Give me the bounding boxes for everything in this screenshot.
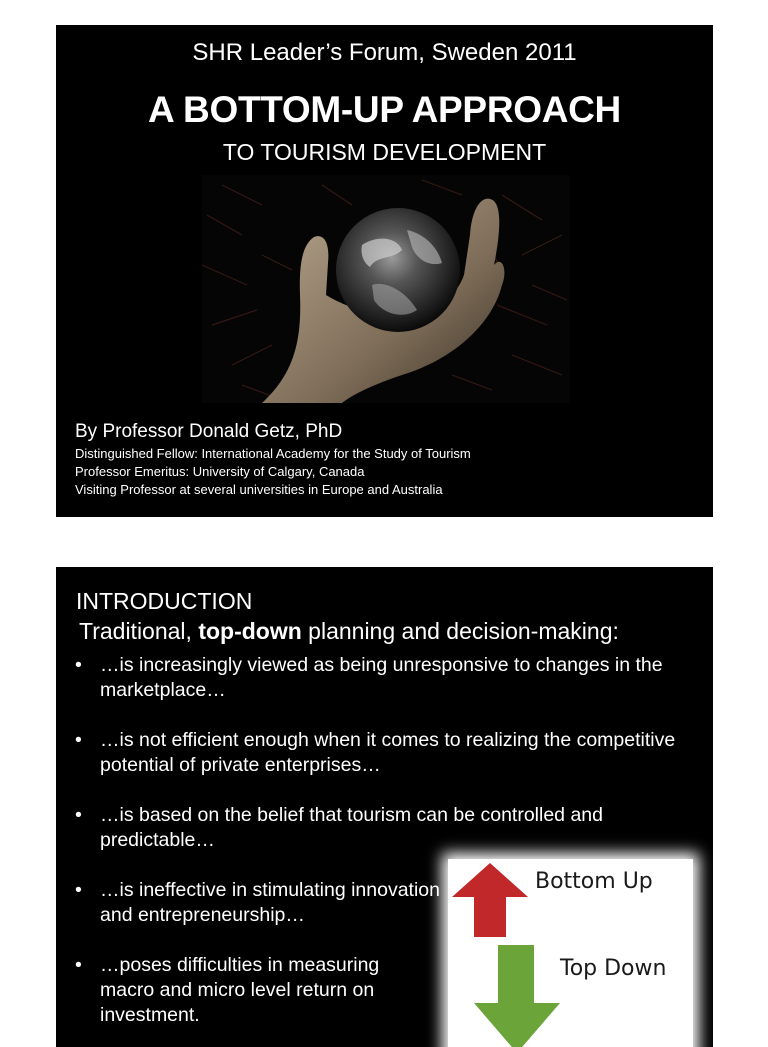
top-down-label: Top Down (560, 956, 667, 981)
author-byline: By Professor Donald Getz, PhD (75, 421, 343, 442)
intro-pre: Traditional, (79, 618, 199, 644)
intro-statement (79, 618, 619, 645)
credential-line: Visiting Professor at several universities in Europe and Australia (75, 482, 443, 497)
bottom-up-top-down-graphic (448, 859, 693, 1047)
bullet-item: • …is ineffective in stimulating innovation and entrepreneurship… (72, 878, 440, 928)
bullet-item: • …is increasingly viewed as being unresponsive to changes in the marketplace… (72, 653, 700, 703)
bullet-item: • …is not efficient enough when it comes to realizing the competitive potential of private enterprises… (72, 728, 700, 778)
bullet-item: • …is based on the belief that tourism can be controlled and predictable… (72, 803, 700, 853)
intro-post: planning and decision-making: (301, 618, 619, 644)
intro-bold: top-down (198, 618, 302, 644)
hand-holding-globe-image (202, 175, 570, 403)
bullet-item: • …poses difficulties in measuring macro and micro level return on investment. (72, 953, 420, 1028)
arrow-up-icon (450, 861, 530, 939)
title-slide (56, 25, 713, 517)
arrow-down-icon (472, 945, 562, 1047)
section-heading: INTRODUCTION (76, 588, 253, 614)
presentation-subtitle: TO TOURISM DEVELOPMENT (222, 139, 547, 165)
forum-name: SHR Leader’s Forum, Sweden 2011 (192, 39, 577, 66)
credential-line: Professor Emeritus: University of Calgary, Canada (75, 464, 365, 479)
credential-line: Distinguished Fellow: International Academy for the Study of Tourism (75, 446, 471, 461)
bottom-up-label: Bottom Up (535, 869, 653, 894)
presentation-title: A BOTTOM-UP APPROACH (148, 89, 621, 130)
introduction-slide (56, 567, 713, 1047)
